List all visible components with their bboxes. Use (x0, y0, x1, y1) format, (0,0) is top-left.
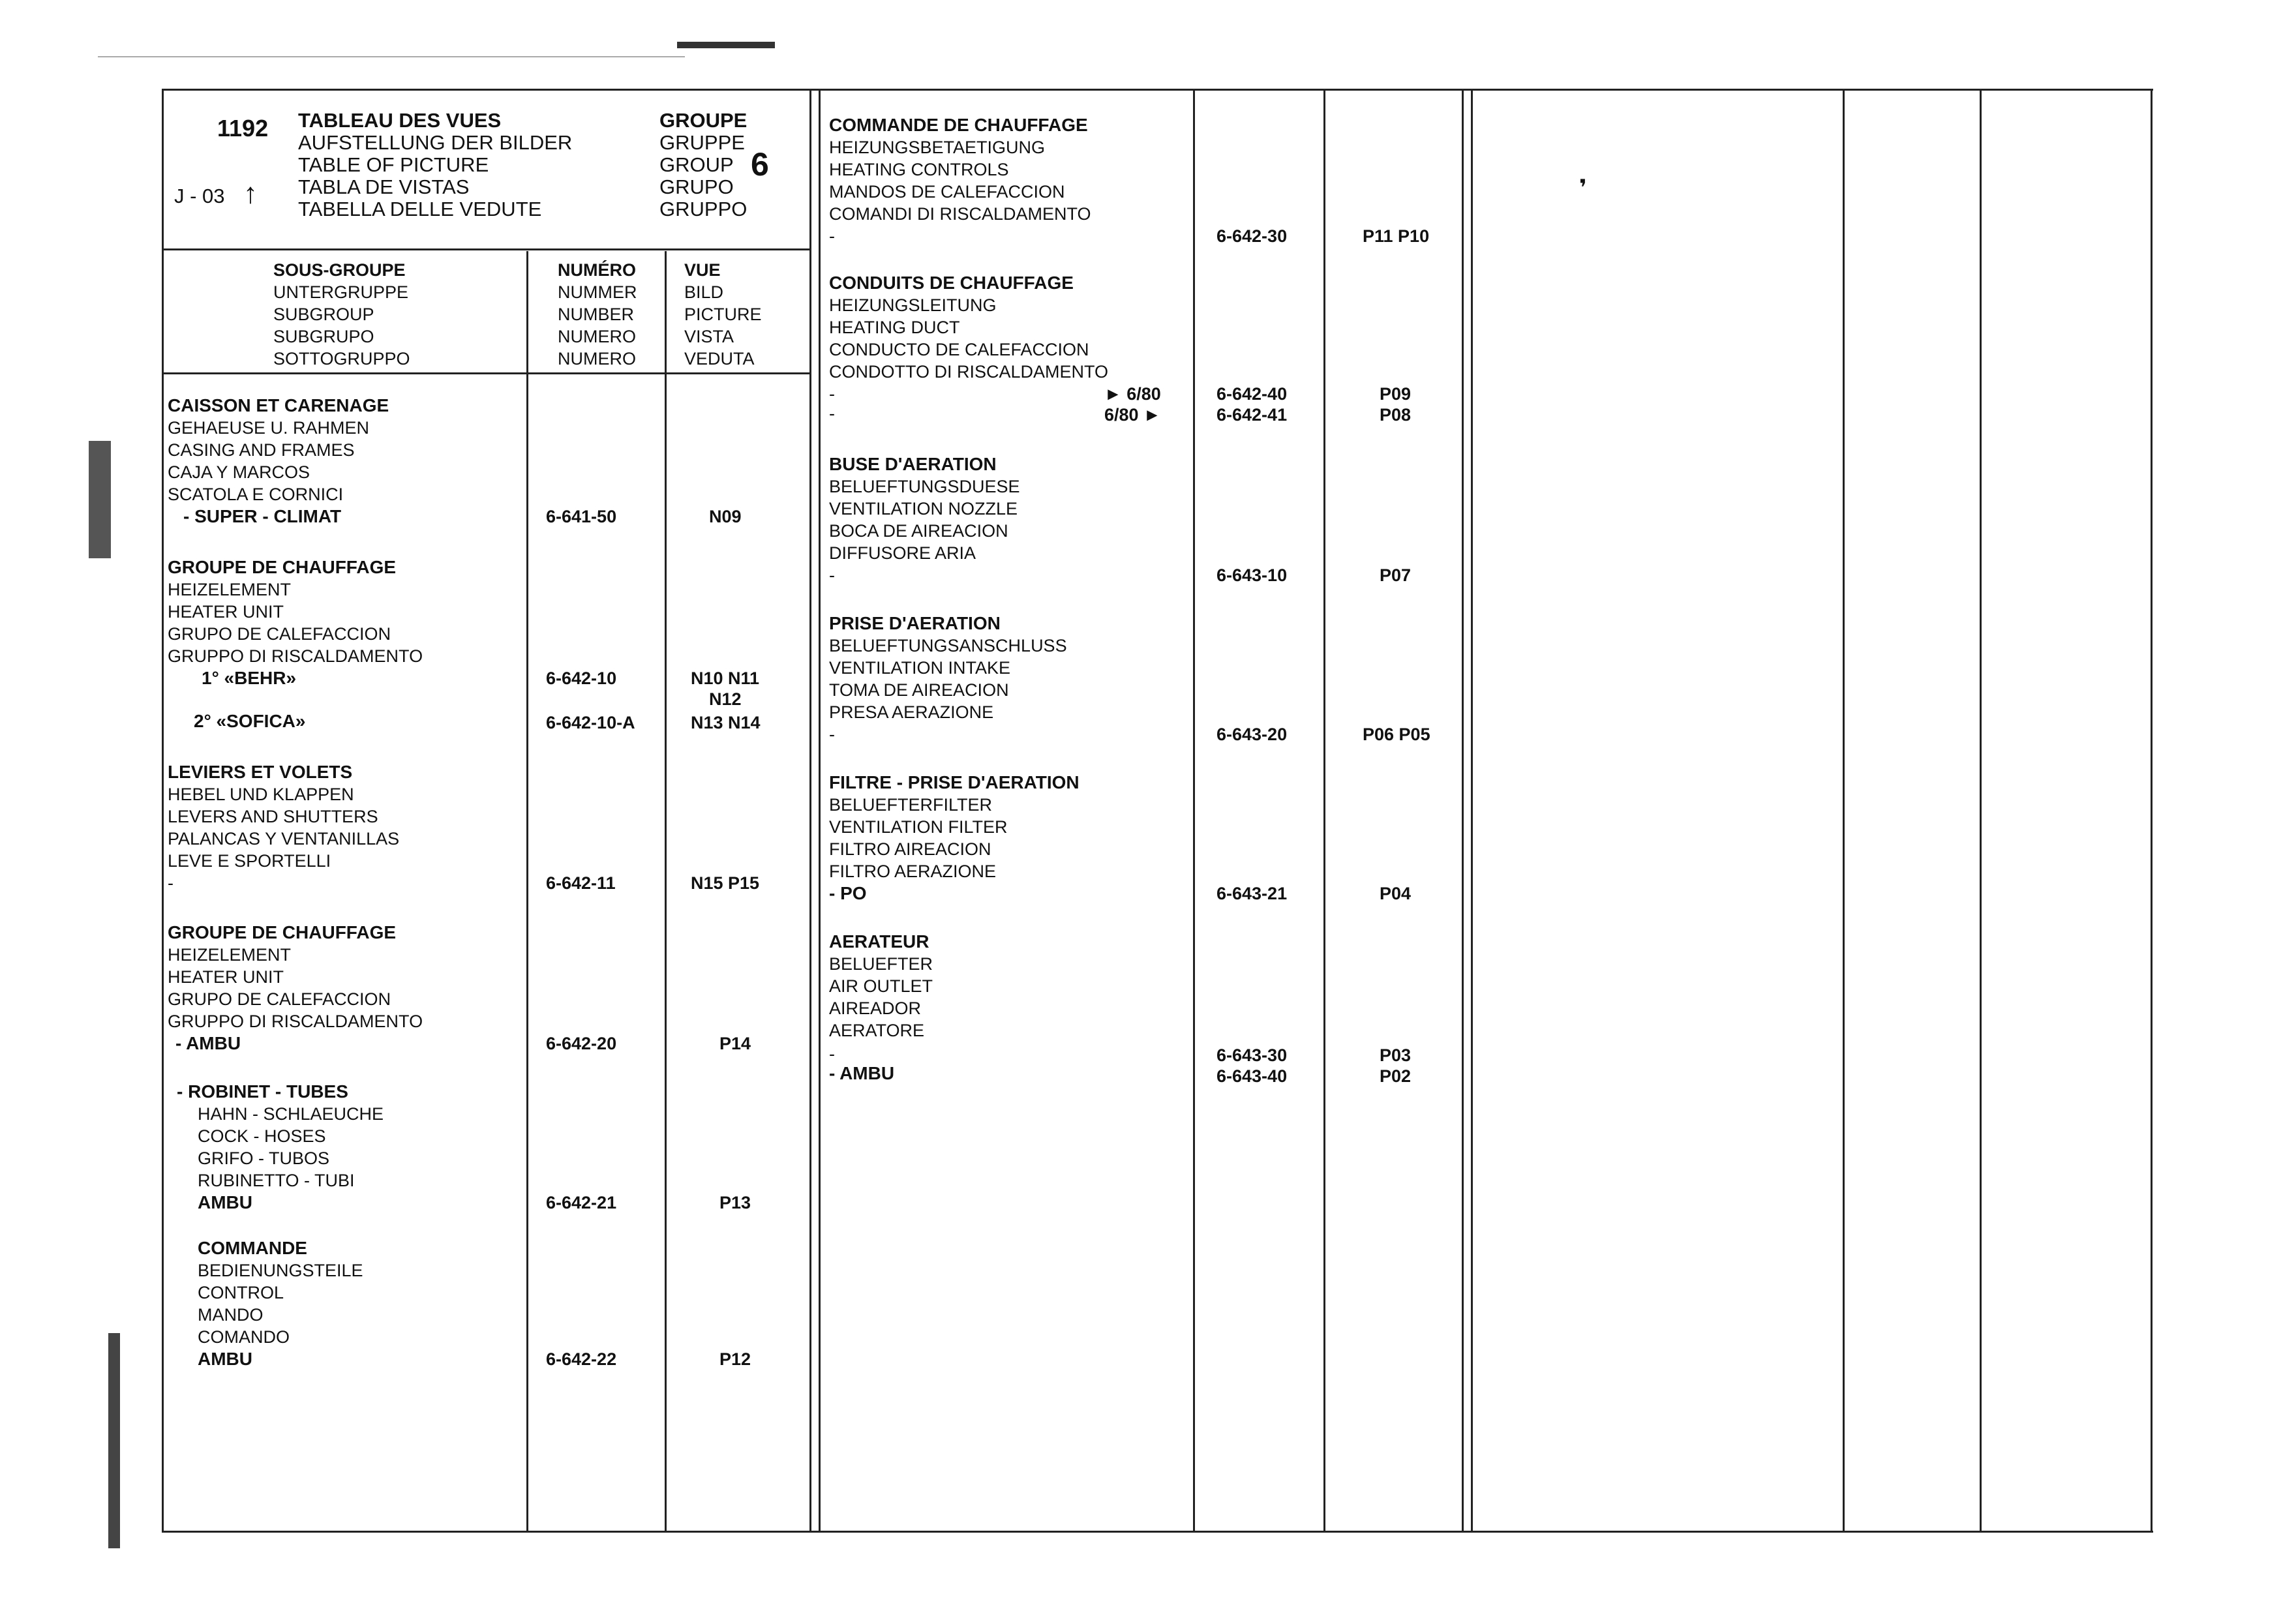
title-fr: TABLEAU DES VUES (298, 109, 502, 132)
right-entry-vent-nozzle: BUSE D'AERATION BELUEFTUNGSDUESE VENTILATION NOZZLE BOCA DE AIREACION DIFFUSORE ARIA - (829, 454, 1020, 585)
left-entry-casing-view: N09 (709, 507, 742, 526)
title-es: TABLA DE VISTAS (298, 175, 470, 198)
rule-center-double-a (809, 91, 811, 1531)
left-entry-sofica-view: N13 N14 (691, 713, 761, 732)
col-subgroup-fr: SOUS-GROUPE (273, 260, 406, 280)
right-entry-air-outlet-number-1: 6-643-30 (1216, 1045, 1288, 1065)
right-entry-vent-intake-number: 6-643-20 (1216, 725, 1288, 744)
left-entry-levers-view: N15 P15 (691, 873, 760, 893)
left-entry-heater-behr-number: 6-642-10 (546, 668, 617, 688)
col-number-es: NUMERO (558, 327, 636, 346)
right-entry-vent-intake-view: P06 P05 (1363, 725, 1430, 744)
right-entry-duct-note-1: ► 6/80 (1104, 384, 1161, 404)
rule-center-double-b (819, 91, 821, 1531)
scan-mark-top (677, 42, 775, 48)
group-label-es: GRUPO (659, 175, 734, 198)
title-it: TABELLA DELLE VEDUTE (298, 198, 542, 220)
col-view-es: VISTA (684, 327, 734, 346)
page-number: 1192 (217, 115, 269, 142)
right-entry-vent-nozzle-view: P07 (1380, 565, 1412, 585)
left-entry-sofica: 2° «SOFICA» (194, 711, 306, 731)
right-entry-air-outlet-view-2: P02 (1380, 1066, 1412, 1086)
right-entry-duct-view-1: P09 (1380, 384, 1412, 404)
left-entry-heater-behr: GROUPE DE CHAUFFAGE HEIZELEMENT HEATER UNIT GRUPO DE CALEFACCION GRUPPO DI RISCALDAMENTO 1° «BEHR» (168, 557, 423, 688)
col-view-fr: VUE (684, 260, 721, 280)
scan-mark-left-upper (89, 441, 111, 558)
col-subgroup-it: SOTTOGRUPPO (273, 349, 410, 368)
col-subgroup-en: SUBGROUP (273, 305, 374, 324)
right-entry-vent-intake: PRISE D'AERATION BELUEFTUNGSANSCHLUSS VENTILATION INTAKE TOMA DE AIREACION PRESA AERAZIONE - (829, 613, 1067, 744)
right-entry-duct-number-2: 6-642-41 (1216, 405, 1288, 425)
rule-left-subgroup-number (526, 251, 528, 1531)
right-entry-heating-controls: COMMANDE DE CHAUFFAGE HEIZUNGSBETAETIGUNG HEATING CONTROLS MANDOS DE CALEFACCION COMANDI DI RISCALDAMENTO - (829, 115, 1091, 246)
left-entry-cock-tubes-number: 6-642-21 (546, 1193, 617, 1212)
right-entry-heating-controls-number: 6-642-30 (1216, 226, 1288, 246)
left-entry-heater-ambu-view: P14 (719, 1034, 751, 1053)
right-entry-vent-nozzle-number: 6-643-10 (1216, 565, 1288, 585)
col-number-en: NUMBER (558, 305, 635, 324)
right-entry-duct-note-2: 6/80 ► (1104, 405, 1161, 425)
left-entry-cock-tubes-view: P13 (719, 1193, 751, 1212)
col-view-de: BILD (684, 282, 724, 302)
rule-right-number-view (1323, 91, 1325, 1531)
left-entry-levers: LEVIERS ET VOLETS HEBEL UND KLAPPEN LEVERS AND SHUTTERS PALANCAS Y VENTANILLAS LEVE E SPORTELLI - (168, 762, 400, 893)
ink-blot-icon: ❜ (1579, 175, 1587, 200)
rule-left-number-view (665, 251, 667, 1531)
title-de: AUFSTELLUNG DER BILDER (298, 131, 573, 154)
col-number-fr: NUMÉRO (558, 260, 636, 280)
group-label-de: GRUPPE (659, 131, 745, 154)
right-entry-air-outlet-view-1: P03 (1380, 1045, 1412, 1065)
rule-right-desc-number (1193, 91, 1195, 1531)
left-entry-levers-number: 6-642-11 (546, 873, 616, 893)
left-entry-heater-behr-view-2: N12 (709, 689, 742, 709)
left-entry-control: COMMANDE BEDIENUNGSTEILE CONTROL MANDO COMANDO AMBU (198, 1238, 363, 1369)
left-entry-heater-ambu-number: 6-642-20 (546, 1034, 617, 1053)
left-entry-cock-tubes: - ROBINET - TUBES HAHN - SCHLAEUCHE COCK - HOSES GRIFO - TUBOS RUBINETTO - TUBI AMBU (177, 1081, 384, 1212)
col-view-en: PICTURE (684, 305, 762, 324)
arrow-up-icon: ↑ (243, 177, 258, 209)
rule-under-columns (164, 372, 809, 374)
right-entry-vent-filter-view: P04 (1380, 884, 1412, 903)
rule-blank-2 (1980, 91, 1982, 1531)
right-entry-air-outlet: AERATEUR BELUEFTER AIR OUTLET AIREADOR AERATORE - - AMBU (829, 931, 933, 1083)
right-entry-heating-duct: CONDUITS DE CHAUFFAGE HEIZUNGSLEITUNG HEATING DUCT CONDUCTO DE CALEFACCION CONDOTTO DI RISCALDAMENTO - - (829, 273, 1109, 423)
group-label-fr: GROUPE (659, 109, 748, 132)
group-label-it: GRUPPO (659, 198, 748, 220)
right-entry-duct-number-1: 6-642-40 (1216, 384, 1288, 404)
revision-code: J - 03 (174, 185, 225, 207)
rule-right-double-b (1471, 91, 1473, 1531)
right-entry-heating-controls-view: P11 P10 (1363, 226, 1430, 246)
scan-noise-top (98, 56, 685, 57)
left-entry-control-number: 6-642-22 (546, 1349, 617, 1369)
col-view-it: VEDUTA (684, 349, 755, 368)
right-entry-vent-filter: FILTRE - PRISE D'AERATION BELUEFTERFILTER VENTILATION FILTER FILTRO AIREACION FILTRO AERAZIONE - PO (829, 772, 1080, 903)
rule-under-title (164, 248, 809, 250)
col-number-it: NUMERO (558, 349, 636, 368)
group-number: 6 (751, 146, 769, 183)
title-en: TABLE OF PICTURE (298, 153, 489, 176)
parts-sheet (162, 89, 2153, 1533)
left-entry-sofica-number: 6-642-10-A (546, 713, 635, 732)
right-entry-vent-filter-number: 6-643-21 (1216, 884, 1288, 903)
rule-right-double-a (1462, 91, 1464, 1531)
group-label-en: GROUP (659, 153, 734, 176)
scan-mark-left-lower (108, 1333, 120, 1548)
rule-right-edge (2151, 91, 2152, 1531)
right-entry-air-outlet-number-2: 6-643-40 (1216, 1066, 1288, 1086)
left-entry-casing: CAISSON ET CARENAGE GEHAEUSE U. RAHMEN CASING AND FRAMES CAJA Y MARCOS SCATOLA E CORNICI - SUPER - CLIMAT (168, 395, 389, 526)
left-entry-heater-ambu: GROUPE DE CHAUFFAGE HEIZELEMENT HEATER UNIT GRUPO DE CALEFACCION GRUPPO DI RISCALDAMENTO - AMBU (168, 922, 423, 1053)
right-entry-duct-view-2: P08 (1380, 405, 1412, 425)
left-entry-heater-behr-view: N10 N11 (691, 668, 760, 688)
col-number-de: NUMMER (558, 282, 637, 302)
left-entry-control-view: P12 (719, 1349, 751, 1369)
col-subgroup-de: UNTERGRUPPE (273, 282, 409, 302)
rule-blank-1 (1843, 91, 1845, 1531)
col-subgroup-es: SUBGRUPO (273, 327, 374, 346)
left-entry-casing-number: 6-641-50 (546, 507, 617, 526)
